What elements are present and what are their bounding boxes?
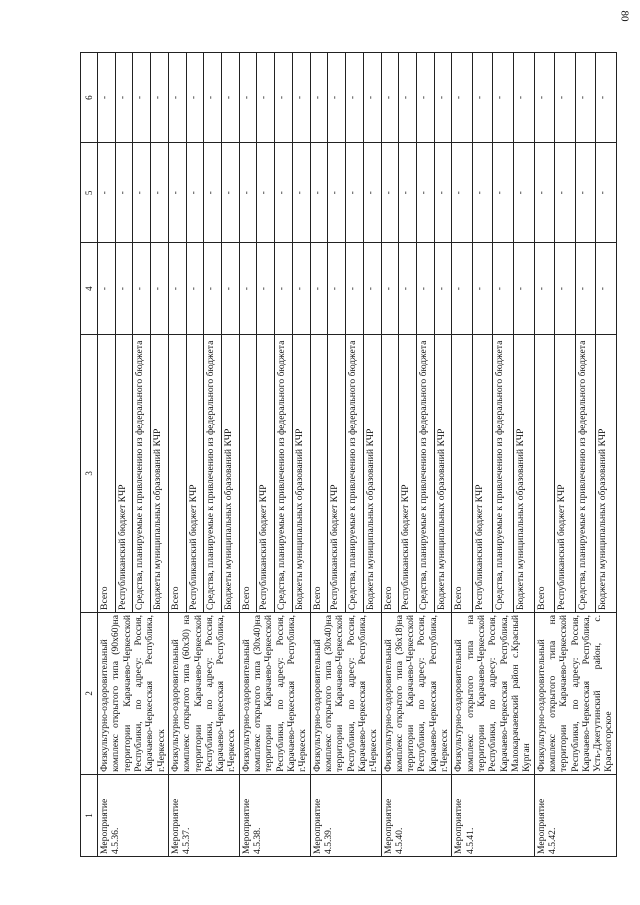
table-row: [310, 53, 328, 857]
event-id-cell: Мероприятие 4.5.42.: [534, 774, 616, 856]
value-cell: -: [151, 243, 169, 334]
event-id-cell: Мероприятие 4.5.37.: [168, 774, 239, 856]
funding-source-cell: Средства, планируемые к привлечению из федерального бюджета: [346, 334, 364, 612]
value-cell: -: [493, 243, 514, 334]
value-cell: -: [452, 143, 473, 243]
funding-source-cell: Бюджеты муниципальных образований КЧР: [434, 334, 452, 612]
value-cell: -: [514, 53, 535, 143]
funding-source-cell: Всего: [168, 334, 186, 612]
value-cell: -: [115, 143, 133, 243]
column-header: 2: [81, 612, 98, 774]
funding-source-cell: Республиканский бюджет КЧР: [115, 334, 133, 612]
value-cell: -: [151, 143, 169, 243]
value-cell: -: [310, 53, 328, 143]
table-row: [534, 53, 555, 857]
funding-source-cell: Республиканский бюджет КЧР: [399, 334, 417, 612]
value-cell: -: [493, 53, 514, 143]
value-cell: -: [133, 53, 151, 143]
value-cell: -: [186, 53, 204, 143]
program-table: [80, 52, 617, 857]
value-cell: -: [98, 243, 116, 334]
value-cell: -: [472, 243, 493, 334]
funding-source-cell: Средства, планируемые к привлечению из федерального бюджета: [275, 334, 293, 612]
funding-source-cell: Всего: [534, 334, 555, 612]
funding-source-cell: Всего: [239, 334, 257, 612]
value-cell: -: [133, 143, 151, 243]
value-cell: -: [310, 143, 328, 243]
funding-source-cell: Средства, планируемые к привлечению из федерального бюджета: [416, 334, 434, 612]
value-cell: -: [115, 53, 133, 143]
value-cell: -: [534, 53, 555, 143]
value-cell: -: [472, 143, 493, 243]
value-cell: -: [416, 53, 434, 143]
table-row: [381, 53, 399, 857]
funding-source-cell: Республиканский бюджет КЧР: [186, 334, 204, 612]
value-cell: -: [596, 53, 617, 143]
value-cell: -: [346, 53, 364, 143]
value-cell: -: [472, 53, 493, 143]
funding-source-cell: Бюджеты муниципальных образований КЧР: [151, 334, 169, 612]
value-cell: -: [239, 143, 257, 243]
funding-source-cell: Республиканский бюджет КЧР: [257, 334, 275, 612]
event-description-cell: Физкультурно-оздоровительный комплекс открытого типа (30х40)на территории Карачаево-Черкесской Республики, по адресу: Россия, Карачаево-Черкесская Республика, г.Черкесск: [310, 612, 381, 774]
event-id-cell: Мероприятие 4.5.41.: [452, 774, 534, 856]
funding-source-cell: Бюджеты муниципальных образований КЧР: [222, 334, 240, 612]
value-cell: -: [575, 53, 596, 143]
value-cell: -: [399, 243, 417, 334]
value-cell: -: [346, 243, 364, 334]
value-cell: -: [381, 53, 399, 143]
value-cell: -: [399, 143, 417, 243]
value-cell: -: [381, 143, 399, 243]
value-cell: -: [257, 53, 275, 143]
event-description-cell: Физкультурно-оздоровительный комплекс открытого типа (60х30) на территории Карачаево-Черкесской Республики, по адресу: Россия, Карачаево-Черкесская Республика, г.Черкесск: [168, 612, 239, 774]
value-cell: -: [275, 53, 293, 143]
funding-source-cell: Средства, планируемые к привлечению из федерального бюджета: [204, 334, 222, 612]
value-cell: -: [416, 143, 434, 243]
value-cell: -: [151, 53, 169, 143]
value-cell: -: [363, 243, 381, 334]
value-cell: -: [555, 243, 576, 334]
event-id-cell: Мероприятие 4.5.39.: [310, 774, 381, 856]
value-cell: -: [575, 243, 596, 334]
value-cell: -: [452, 53, 473, 143]
funding-source-cell: Республиканский бюджет КЧР: [555, 334, 576, 612]
funding-source-cell: Всего: [381, 334, 399, 612]
table-row: [98, 53, 116, 857]
funding-source-cell: Бюджеты муниципальных образований КЧР: [292, 334, 310, 612]
column-header: 4: [81, 243, 98, 334]
funding-source-cell: Бюджеты муниципальных образований КЧР: [596, 334, 617, 612]
value-cell: -: [416, 243, 434, 334]
value-cell: -: [363, 53, 381, 143]
value-cell: -: [292, 143, 310, 243]
value-cell: -: [115, 243, 133, 334]
funding-source-cell: Средства, планируемые к привлечению из федерального бюджета: [133, 334, 151, 612]
value-cell: -: [239, 243, 257, 334]
value-cell: -: [186, 143, 204, 243]
value-cell: -: [239, 53, 257, 143]
column-header: 5: [81, 143, 98, 243]
value-cell: -: [257, 143, 275, 243]
value-cell: -: [328, 243, 346, 334]
value-cell: -: [275, 243, 293, 334]
value-cell: -: [168, 143, 186, 243]
event-id-cell: Мероприятие 4.5.40.: [381, 774, 452, 856]
value-cell: -: [555, 53, 576, 143]
column-header: 3: [81, 334, 98, 612]
value-cell: -: [292, 243, 310, 334]
value-cell: -: [434, 143, 452, 243]
funding-source-cell: Всего: [310, 334, 328, 612]
value-cell: -: [493, 143, 514, 243]
value-cell: -: [168, 53, 186, 143]
event-description-cell: Физкультурно-оздоровительный комплекс открытого типа (30х40)на территории Карачаево-Черкесской Республики, по адресу: Россия, Карачаево-Черкесская Республика, г.Черкесск: [239, 612, 310, 774]
value-cell: -: [310, 243, 328, 334]
page-number: 80: [618, 10, 631, 22]
value-cell: -: [575, 143, 596, 243]
value-cell: -: [328, 143, 346, 243]
value-cell: -: [98, 143, 116, 243]
value-cell: -: [98, 53, 116, 143]
value-cell: -: [257, 243, 275, 334]
value-cell: -: [222, 143, 240, 243]
value-cell: -: [434, 53, 452, 143]
event-description-cell: Физкультурно-оздоровительный комплекс открытого типа (36х18)на территории Карачаево-Черкесской Республики, по адресу: Россия, Карачаево-Черкесская Республика, г.Черкесск: [381, 612, 452, 774]
value-cell: -: [204, 53, 222, 143]
funding-source-cell: Средства, планируемые к привлечению из федерального бюджета: [575, 334, 596, 612]
funding-source-cell: Республиканский бюджет КЧР: [328, 334, 346, 612]
value-cell: -: [222, 243, 240, 334]
rotated-content: [80, 52, 635, 857]
value-cell: -: [534, 143, 555, 243]
value-cell: -: [534, 243, 555, 334]
table-header-row: [81, 53, 98, 857]
table-row: [452, 53, 473, 857]
value-cell: -: [363, 143, 381, 243]
value-cell: -: [381, 243, 399, 334]
funding-source-cell: Бюджеты муниципальных образований КЧР: [514, 334, 535, 612]
value-cell: -: [204, 143, 222, 243]
table-body: [98, 53, 617, 857]
column-header: 1: [81, 774, 98, 856]
column-header: 6: [81, 53, 98, 143]
value-cell: -: [596, 143, 617, 243]
value-cell: -: [346, 143, 364, 243]
event-description-cell: Физкультурно-оздоровительный комплекс открытого типа (90х60)на территории Карачаево-Черкесской Республики, по адресу: Россия, Карачаево-Черкесская Республика, г.Черкесск: [98, 612, 169, 774]
value-cell: -: [133, 243, 151, 334]
funding-source-cell: Бюджеты муниципальных образований КЧР: [363, 334, 381, 612]
value-cell: -: [555, 143, 576, 243]
value-cell: -: [328, 53, 346, 143]
table-row: [239, 53, 257, 857]
value-cell: -: [452, 243, 473, 334]
event-id-cell: Мероприятие 4.5.36.: [98, 774, 169, 856]
value-cell: -: [596, 243, 617, 334]
value-cell: -: [204, 243, 222, 334]
event-id-cell: Мероприятие 4.5.38.: [239, 774, 310, 856]
funding-source-cell: Всего: [98, 334, 116, 612]
value-cell: -: [514, 143, 535, 243]
value-cell: -: [399, 53, 417, 143]
funding-source-cell: Всего: [452, 334, 473, 612]
value-cell: -: [434, 243, 452, 334]
value-cell: -: [514, 243, 535, 334]
funding-source-cell: Республиканский бюджет КЧР: [472, 334, 493, 612]
value-cell: -: [168, 243, 186, 334]
value-cell: -: [186, 243, 204, 334]
rotated-page: [80, 52, 635, 857]
table-row: [168, 53, 186, 857]
value-cell: -: [275, 143, 293, 243]
value-cell: -: [222, 53, 240, 143]
funding-source-cell: Средства, планируемые к привлечению из федерального бюджета: [493, 334, 514, 612]
event-description-cell: Физкультурно-оздоровительный комплекс открытого типа на территории Карачаево-Черкесской Республики, по адресу: Россия, Карачаево-Черкесская Республика, Усть-Джегутинский район, с. Красногорское: [534, 612, 616, 774]
event-description-cell: Физкультурно-оздоровительный комплекс открытого типа на территории Карачаево-Черкесской Республики, по адресу: Россия, Карачаево-Черкесская Республика, Малокарачаевский район с.Красный Курган: [452, 612, 534, 774]
value-cell: -: [292, 53, 310, 143]
